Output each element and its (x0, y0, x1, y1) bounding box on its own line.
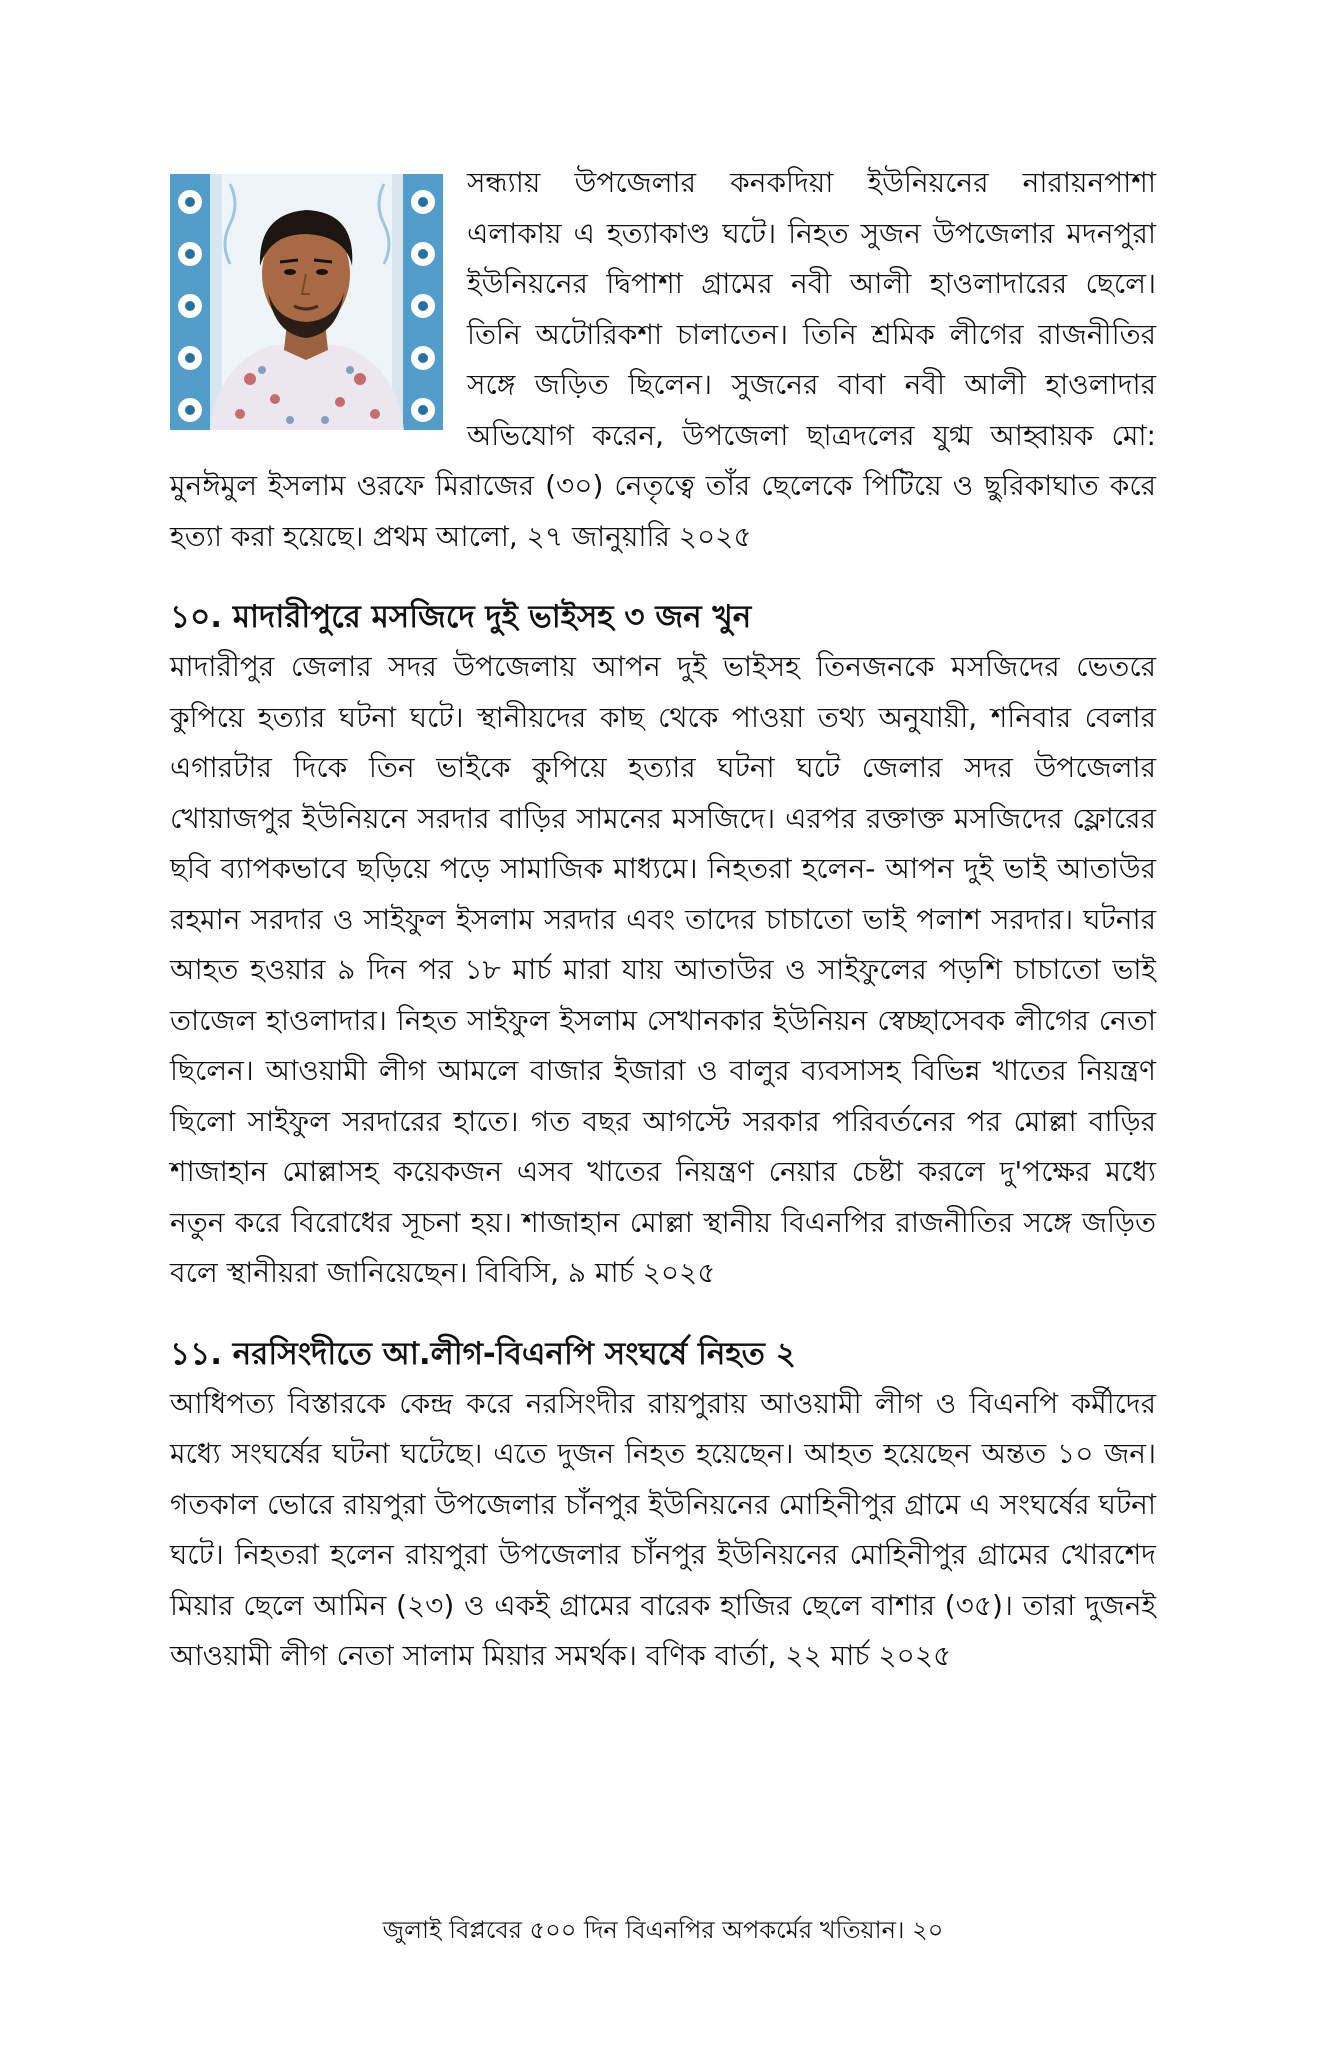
intro-paragraph: সন্ধ্যায় উপজেলার কনকদিয়া ইউনিয়নের নারায়নপাশা এলাকায় এ হত্যাকাণ্ড ঘটে। নিহত সুজন উপজেলার মদনপুরা ইউনিয়নের দ্বিপাশা গ্রামের নবী আলী হাওলাদারের ছেলে। তিনি অটোরিকশা চালাতেন। তিনি শ্রমিক লীগের রাজনীতির সঙ্গে জড়িত ছিলেন। সুজনের বাবা নবী আলী হাওলাদার অভিযোগ করেন, উপজেলা ছাত্রদলের যুগ্ম আহ্বায়ক মো: মুনঈমুল ইসলাম ওরফে মিরাজের (৩০) নেতৃত্বে তাঁর ছেলেকে পিটিয়ে ও ছুরিকাঘাত করে হত্যা করা হয়েছে। প্রথম আলো, ২৭ জানুয়ারি ২০২৫ (170, 166, 1156, 553)
person-portrait-photo (170, 174, 443, 430)
page-footer: জুলাই বিপ্লবের ৫০০ দিন বিএনপির অপকর্মের খতিয়ান। ২০ (382, 1916, 944, 1944)
page-body (170, 158, 1156, 1682)
section-11 (170, 1329, 1156, 1682)
section-10 (170, 592, 1156, 1299)
section-10-paragraph: মাদারীপুর জেলার সদর উপজেলায় আপন দুই ভাইসহ তিনজনকে মসজিদের ভেতরে কুপিয়ে হত্যার ঘটনা ঘটে। স্থানীয়দের কাছ থেকে পাওয়া তথ্য অনুযায়ী, শনিবার বেলার এগারটার দিকে তিন ভাইকে কুপিয়ে হত্যার ঘটনা ঘটে জেলার সদর উপজেলার খোয়াজপুর ইউনিয়নে সরদার বাড়ির সামনের মসজিদে। এরপর রক্তাক্ত মসজিদের ফ্লোরের ছবি ব্যাপকভাবে ছড়িয়ে পড়ে সামাজিক মাধ্যমে। নিহতরা হলেন- আপন দুই ভাই আতাউর রহমান সরদার ও সাইফুল ইসলাম সরদার এবং তাদের চাচাতো ভাই পলাশ সরদার। ঘটনার আহত হওয়ার ৯ দিন পর ১৮ মার্চ মারা যায় আতাউর ও সাইফুলের পড়শি চাচাতো ভাই তাজেল হাওলাদার। নিহত সাইফুল ইসলাম সেখানকার ইউনিয়ন স্বেচ্ছাসেবক লীগের নেতা ছিলেন। আওয়ামী লীগ আমলে বাজার ইজারা ও বালুর ব্যবসাসহ বিভিন্ন খাতের নিয়ন্ত্রণ ছিলো সাইফুল সরদারের হাতে। গত বছর আগস্টে সরকার পরিবর্তনের পর মোল্লা বাড়ির শাজাহান মোল্লাসহ কয়েকজন এসব খাতের নিয়ন্ত্রণ নেয়ার চেষ্টা করলে দু'পক্ষের মধ্যে নতুন করে বিরোধের সূচনা হয়। শাজাহান মোল্লা স্থানীয় বিএনপির রাজনীতির সঙ্গে জড়িত বলে স্থানীয়রা জানিয়েছেন। বিবিসি, ৯ মার্চ ২০২৫ (170, 650, 1156, 1289)
section-11-heading: ১১. নরসিংদীতে আ.লীগ-বিএনপি সংঘর্ষে নিহত ২ (170, 1335, 796, 1372)
section-11-paragraph: আধিপত্য বিস্তারকে কেন্দ্র করে নরসিংদীর রায়পুরায় আওয়ামী লীগ ও বিএনপি কর্মীদের মধ্যে সংঘর্ষের ঘটনা ঘটেছে। এতে দুজন নিহত হয়েছেন। আহত হয়েছেন অন্তত ১০ জন। গতকাল ভোরে রায়পুরা উপজেলার চাঁনপুর ইউনিয়নের মোহিনীপুর গ্রামে এ সংঘর্ষের ঘটনা ঘটে। নিহতরা হলেন রায়পুরা উপজেলার চাঁনপুর ইউনিয়নের মোহিনীপুর গ্রামের খোরশেদ মিয়ার ছেলে আমিন (২৩) ও একই গ্রামের বারেক হাজির ছেলে বাশার (৩৫)। তারা দুজনই আওয়ামী লীগ নেতা সালাম মিয়ার সমর্থক। বণিক বার্তা, ২২ মার্চ ২০২৫ (170, 1386, 1156, 1672)
intro-block (170, 158, 1156, 562)
section-10-heading: ১০. মাদারীপুরে মসজিদে দুই ভাইসহ ৩ জন খুন (170, 599, 752, 635)
